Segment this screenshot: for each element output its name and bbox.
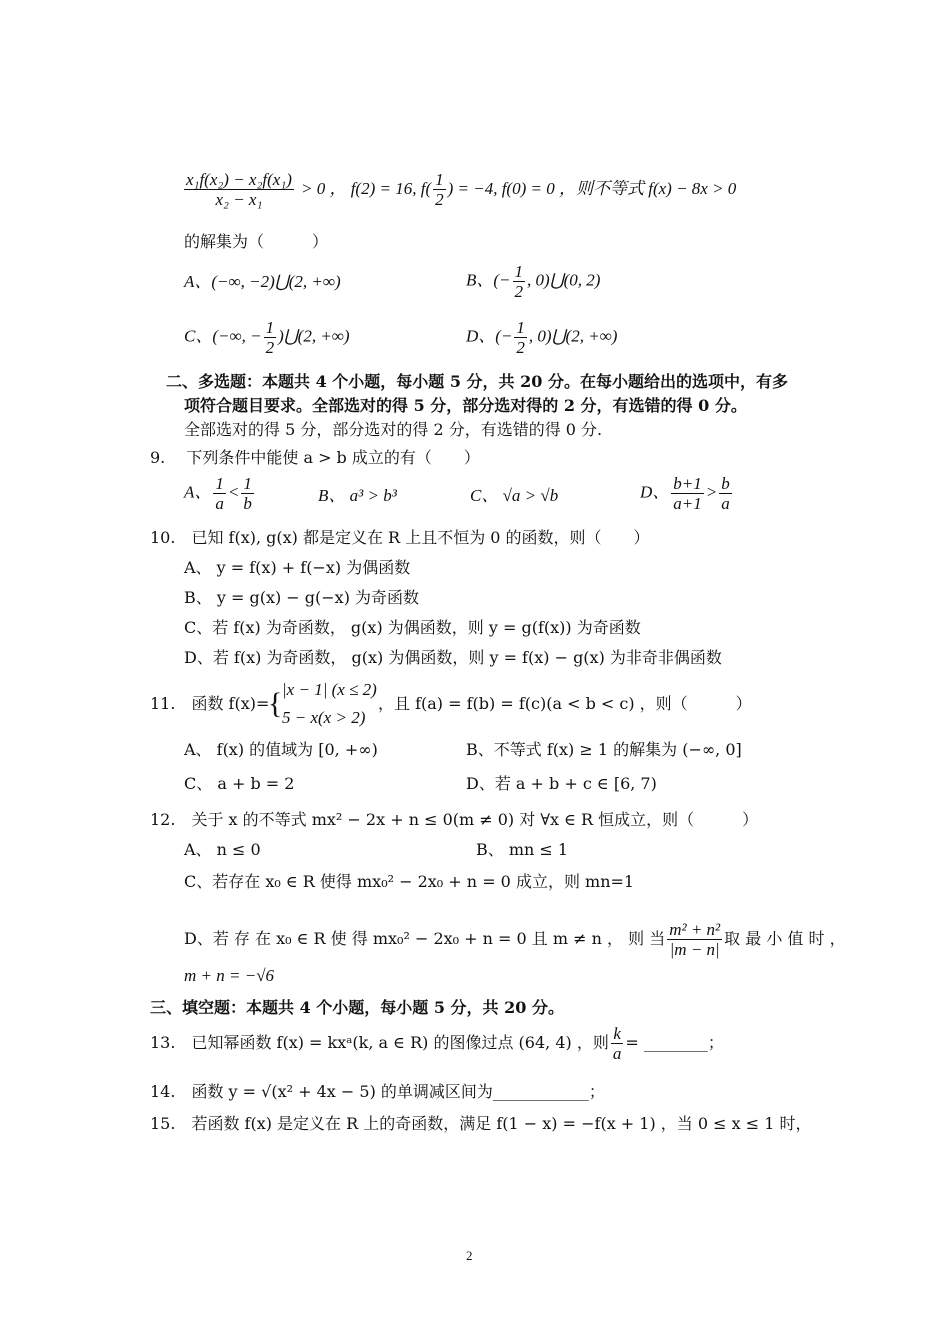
q9-option-a — [184, 474, 256, 513]
q10-option-a: A、 y = f(x) + f(−x) 为偶函数 — [184, 558, 411, 577]
q8-frac-numerator: x₁f(x₂) − x₂f(x₁) — [186, 170, 292, 189]
q12-optD-pre: D、若 存 在 x₀ ∈ R 使 得 mx₀² − 2x₀ + n = 0 且 m ≠ n ， 则 当 — [184, 929, 666, 948]
q12-optD-frac — [667, 920, 722, 959]
q12-optD-post: 取 最 小 值 时 ， — [724, 929, 846, 948]
q13-stem-post: = ________； — [625, 1033, 724, 1052]
q8-condition-text: > 0 ， f(2) = 16, f( — [300, 179, 432, 198]
q14-stem: 14. 函数 y = √(x² + 4x − 5) 的单调减区间为____________； — [150, 1082, 605, 1101]
q10-option-c: C、若 f(x) 为奇函数， g(x) 为偶函数，则 y = g(f(x)) 为奇函数 — [184, 618, 641, 637]
b-plus-1: b+1 — [673, 474, 702, 493]
one: 1 — [243, 474, 252, 493]
q8-optC-post: )⋃(2, +∞) — [278, 326, 350, 346]
q8-option-b — [466, 262, 600, 301]
q9-optA-lt: < — [227, 482, 240, 502]
b: b — [243, 494, 252, 513]
q13-frac — [611, 1024, 624, 1063]
q12-frac-num: m² + n² — [669, 920, 721, 939]
section2-note: 全部选对的得 5 分，部分选对的得 2 分，有选错的得 0 分. — [184, 420, 603, 439]
section2-heading-2: 项符合题目要求。全部选对的得 5 分，部分选对得的 2 分，有选错的得 0 分。 — [184, 396, 747, 415]
q8-option-c — [184, 318, 350, 357]
q8-optC-pre: C、(−∞, − — [184, 326, 262, 346]
q8-optC-frac — [264, 318, 277, 357]
q11-piece-1: |x − 1| (x ≤ 2) — [282, 680, 377, 699]
q9-optA-frac2 — [241, 474, 254, 513]
q10-stem: 10. 已知 f(x), g(x) 都是定义在 R 上且不恒为 0 的函数，则（ ） — [150, 528, 650, 547]
q12-option-d — [184, 920, 846, 959]
half-num: 1 — [514, 262, 524, 281]
q9-option-b: B、 a³ > b³ — [318, 486, 397, 505]
q8-frac-denominator: x₂ − x₁ — [215, 190, 263, 209]
q11-brace: { — [268, 687, 283, 720]
q15-stem: 15. 若函数 f(x) 是定义在 R 上的奇函数，满足 f(1 − x) = −f(x + 1) ，当 0 ≤ x ≤ 1 时， — [150, 1114, 812, 1133]
q8-optD-frac — [514, 318, 527, 357]
one: 1 — [215, 474, 224, 493]
q8-fraction — [184, 170, 294, 209]
q8-optB-post: , 0)⋃(0, 2) — [527, 270, 601, 290]
q12-option-d-line2: m + n = −√6 — [184, 966, 275, 985]
q11-piece-2: 5 − x(x > 2) — [282, 708, 366, 727]
half-num: 1 — [516, 318, 525, 337]
section2-heading: 二、多选题：本题共 4 个小题，每小题 5 分，共 20 分。在每小题给出的选项中，有多 — [166, 372, 788, 391]
q8-condition — [182, 170, 736, 209]
half-num: 1 — [265, 318, 275, 337]
q12-option-b: B、 mn ≤ 1 — [476, 840, 569, 859]
q8-condition-text-2: ) = −4, f(0) = 0 ，则不等式 f(x) − 8x > 0 — [447, 179, 737, 198]
q12-stem: 12. 关于 x 的不等式 mx² − 2x + n ≤ 0(m ≠ 0) 对 ∀x ∈ R 恒成立，则（ ） — [150, 810, 759, 829]
q8-optD-pre: D、(− — [466, 326, 513, 346]
q9-optD-label: D、 — [640, 482, 670, 502]
q11-stem-pre: 11. 函数 f(x)= — [150, 694, 270, 713]
q8-optB-frac — [513, 262, 526, 301]
q8-optB-pre: B、(− — [466, 270, 511, 290]
q13-stem-pre: 13. 已知幂函数 f(x) = kxᵃ(k, a ∈ R) 的图像过点 (64, 4) ，则 — [150, 1033, 609, 1052]
q11-option-c: C、 a + b = 2 — [184, 774, 295, 793]
q9-option-d — [640, 474, 734, 513]
q9-optA-frac1 — [213, 474, 226, 513]
q11-stem-post: ，且 f(a) = f(b) = f(c)(a < b < c) ，则（ ） — [378, 694, 752, 713]
half-den: 2 — [265, 338, 275, 357]
q10-option-d: D、若 f(x) 为奇函数， g(x) 为偶函数，则 y = f(x) − g(x) 为非奇非偶函数 — [184, 648, 722, 667]
half-num: 1 — [435, 170, 444, 189]
half-den: 2 — [516, 338, 525, 357]
q9-option-c: C、 √a > √b — [470, 486, 559, 505]
q8-optD-post: , 0)⋃(2, +∞) — [528, 326, 618, 346]
section3-heading: 三、填空题：本题共 4 个小题，每小题 5 分，共 20 分。 — [150, 998, 564, 1017]
q11-option-b: B、不等式 f(x) ≥ 1 的解集为 (−∞, 0] — [466, 740, 742, 759]
q9-optD-gt: > — [705, 482, 718, 502]
a: a — [612, 1044, 622, 1063]
q12-option-a: A、 n ≤ 0 — [184, 840, 261, 859]
q9-optA-label: A、 — [184, 482, 212, 502]
half-den: 2 — [514, 282, 524, 301]
a-plus-1: a+1 — [673, 494, 702, 513]
q9-stem: 9. 下列条件中能使 a > b 成立的有（ ） — [150, 448, 480, 467]
q12-option-c: C、若存在 x₀ ∈ R 使得 mx₀² − 2x₀ + n = 0 成立，则 mn=1 — [184, 872, 635, 891]
b: b — [721, 474, 730, 493]
k: k — [611, 1024, 624, 1044]
q8-half — [433, 170, 446, 209]
q8-option-a: A、(−∞, −2)⋃(2, +∞) — [184, 272, 341, 291]
page-number: 2 — [466, 1248, 473, 1263]
q10-option-b: B、 y = g(x) − g(−x) 为奇函数 — [184, 588, 420, 607]
q9-optD-frac1 — [671, 474, 703, 513]
q11-option-d: D、若 a + b + c ∈ [6, 7) — [466, 774, 657, 793]
a: a — [215, 494, 224, 513]
q11-option-a: A、 f(x) 的值域为 [0, +∞) — [184, 740, 378, 759]
q12-frac-den: |m − n| — [669, 940, 720, 959]
q8-stem-end: 的解集为（ ） — [184, 232, 329, 251]
q9-optD-frac2 — [719, 474, 732, 513]
q8-option-d — [466, 318, 617, 357]
a: a — [721, 494, 730, 513]
half-den: 2 — [435, 190, 444, 209]
q13-stem — [150, 1024, 724, 1063]
